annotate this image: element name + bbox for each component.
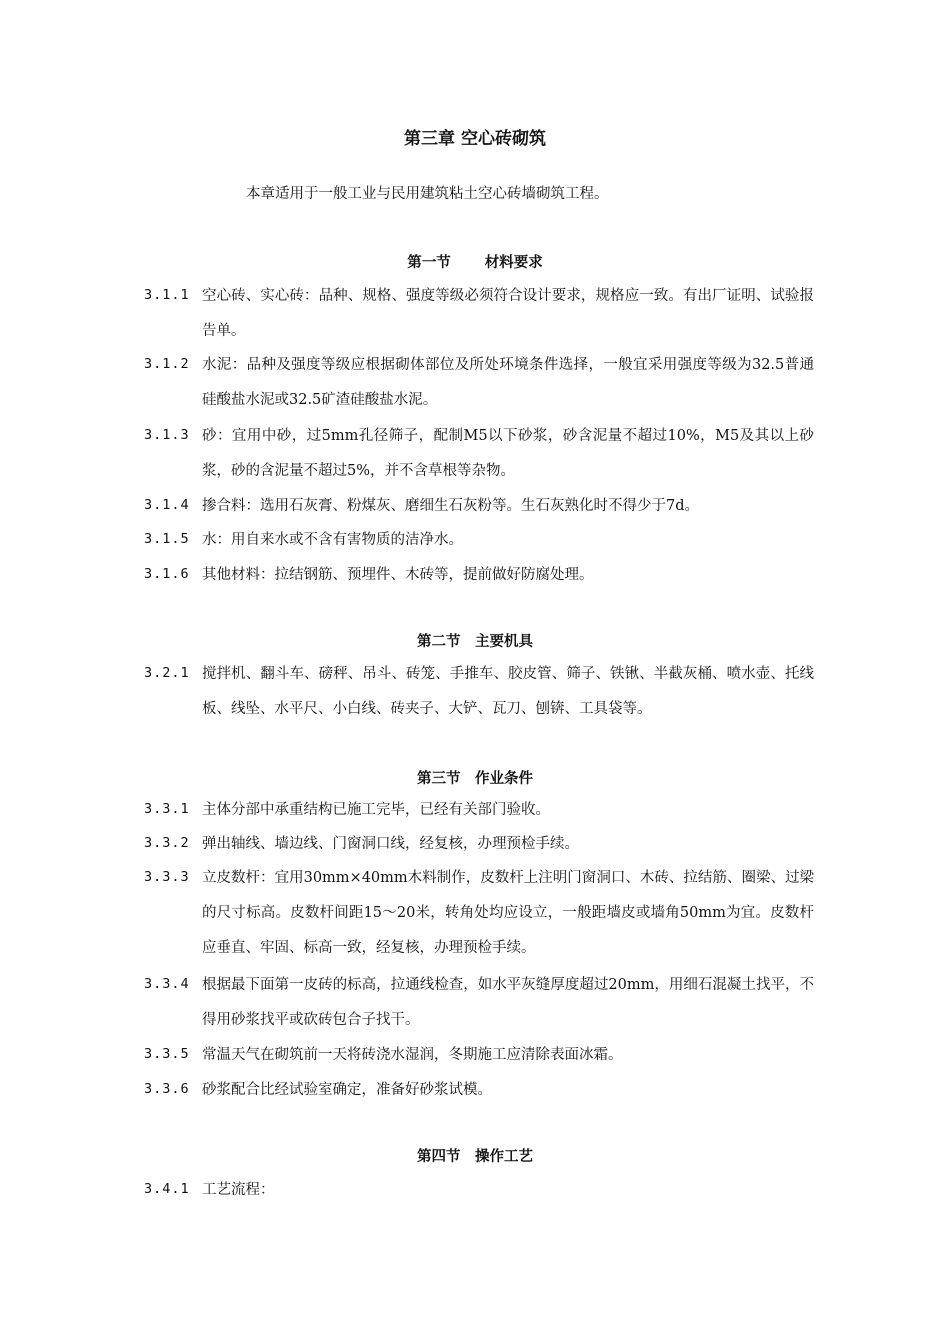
- clause-3-3-4: [144, 976, 814, 1038]
- clause-number: 3.1.4: [144, 497, 190, 513]
- section-heading-materials: 第一节 材料要求: [407, 255, 543, 271]
- clause-3-3-5: [144, 1046, 814, 1073]
- clause-text: 根据最下面第一皮砖的标高，拉通线检查，如水平灰缝厚度超过20mm，用细石混凝土找平，不得用砂浆找平或砍砖包合子找干。: [202, 977, 814, 1028]
- section-heading-tools: 第二节 主要机具: [417, 634, 533, 650]
- clause-3-3-6: [144, 1081, 814, 1108]
- clause-number: 3.2.1: [144, 665, 190, 681]
- clause-3-1-5: [144, 531, 814, 558]
- clause-number: 3.1.6: [144, 566, 190, 582]
- clause-number: 3.3.4: [144, 976, 190, 992]
- clause-number: 3.3.2: [144, 835, 190, 851]
- clause-number: 3.3.5: [144, 1046, 190, 1062]
- clause-text: 砂：宜用中砂，过5mm孔径筛子，配制M5以下砂浆，砂含泥量不超过10%，M5及其以上砂浆，砂的含泥量不超过5%，并不含草根等杂物。: [202, 428, 814, 479]
- section-heading-conditions: 第三节 作业条件: [417, 771, 533, 787]
- clause-3-3-1: [144, 801, 814, 828]
- clause-text: 搅拌机、翻斗车、磅秤、吊斗、砖笼、手推车、胶皮管、筛子、铁锹、半截灰桶、喷水壶、托线板、线坠、水平尺、小白线、砖夹子、大铲、瓦刀、刨锛、工具袋等。: [202, 666, 814, 717]
- clause-number: 3.1.2: [144, 356, 190, 372]
- clause-3-1-6: [144, 566, 814, 593]
- clause-3-3-3: [144, 869, 814, 966]
- clause-text: 水泥：品种及强度等级应根据砌体部位及所处环境条件选择，一般宜采用强度等级为32.5普通硅酸盐水泥或32.5矿渣硅酸盐水泥。: [202, 357, 814, 408]
- clause-text: 空心砖、实心砖：品种、规格、强度等级必须符合设计要求，规格应一致。有出厂证明、试验报告单。: [202, 288, 814, 339]
- clause-3-4-1: [144, 1181, 814, 1208]
- clause-text: 掺合料：选用石灰膏、粉煤灰、磨细生石灰粉等。生石灰熟化时不得少于7d。: [202, 498, 700, 514]
- clause-text: 工艺流程：: [202, 1182, 275, 1198]
- clause-number: 3.4.1: [144, 1181, 190, 1197]
- clause-number: 3.1.1: [144, 287, 190, 303]
- clause-3-1-1: [144, 287, 814, 349]
- clause-text: 弹出轴线、墙边线、门窗洞口线，经复核，办理预检手续。: [202, 836, 579, 852]
- clause-text: 其他材料：拉结钢筋、预埋件、木砖等，提前做好防腐处理。: [202, 567, 594, 583]
- chapter-title: 第三章 空心砖砌筑: [404, 129, 546, 149]
- clause-number: 3.3.6: [144, 1081, 190, 1097]
- clause-number: 3.3.3: [144, 869, 190, 885]
- clause-number: 3.1.5: [144, 531, 190, 547]
- clause-text: 水：用自来水或不含有害物质的洁净水。: [202, 532, 463, 548]
- clause-text: 主体分部中承重结构已施工完毕，已经有关部门验收。: [202, 802, 550, 818]
- clause-3-1-2: [144, 356, 814, 418]
- clause-3-2-1: [144, 665, 814, 727]
- section-heading-process: 第四节 操作工艺: [417, 1149, 533, 1165]
- clause-3-3-2: [144, 835, 814, 862]
- clause-3-1-3: [144, 427, 814, 489]
- clause-text: 立皮数杆：宜用30mm×40mm木料制作，皮数杆上注明门窗洞口、木砖、拉结筋、圈梁、过梁的尺寸标高。皮数杆间距15～20米，转角处均应设立，一般距墙皮或墙角50mm为宜。皮数杆应垂直、牢固、标高一致，经复核，办理预检手续。: [202, 870, 814, 956]
- clause-3-1-4: [144, 497, 814, 524]
- clause-number: 3.3.1: [144, 801, 190, 817]
- clause-text: 砂浆配合比经试验室确定，准备好砂浆试模。: [202, 1082, 492, 1098]
- clause-text: 常温天气在砌筑前一天将砖浇水湿润，冬期施工应清除表面冰霜。: [202, 1047, 623, 1063]
- chapter-intro: 本章适用于一般工业与民用建筑粘土空心砖墙砌筑工程。: [246, 186, 609, 202]
- clause-number: 3.1.3: [144, 427, 190, 443]
